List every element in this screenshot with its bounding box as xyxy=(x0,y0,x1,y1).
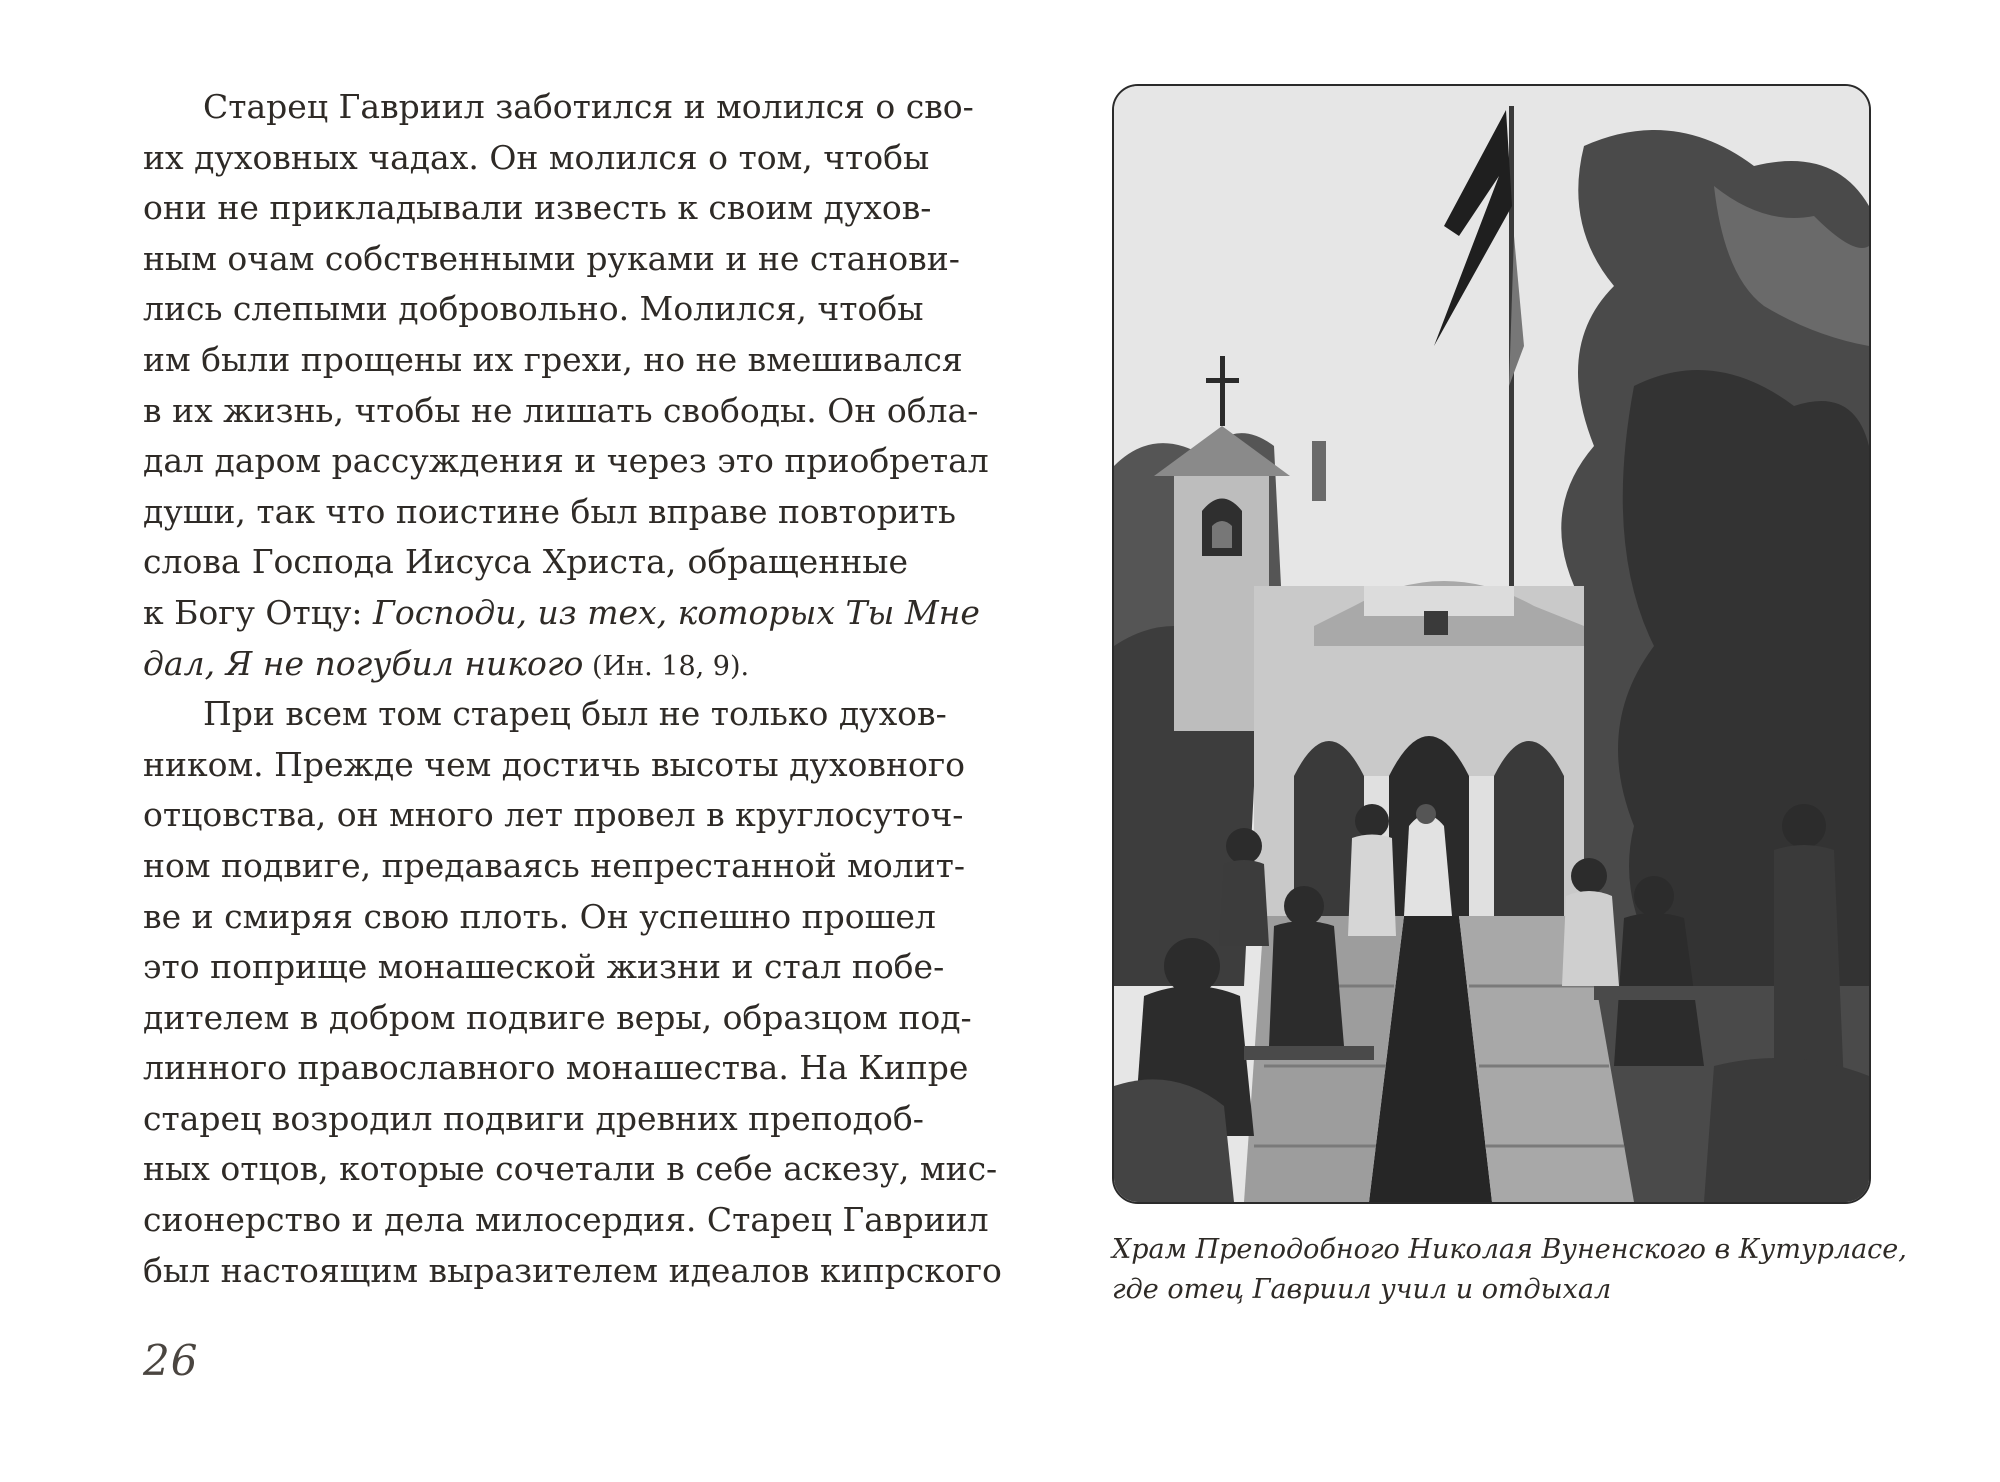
text-line: старец возродил подвиги древних преподоб- xyxy=(143,1098,924,1138)
text-line: им были прощены их грехи, но не вмешивался xyxy=(143,339,963,379)
text-line: души, так что поистине был вправе повторить xyxy=(143,491,956,531)
text-line: отцовства, он много лет провел в круглосуточ- xyxy=(143,795,964,835)
text-line: ным очам собственными руками и не станови- xyxy=(143,238,960,278)
text-line: был настоящим выразителем идеалов кипрского xyxy=(143,1250,1002,1290)
text-line xyxy=(143,588,980,639)
text-line: в их жизнь, чтобы не лишать свободы. Он обла- xyxy=(143,390,979,430)
text-line: При всем том старец был не только духов- xyxy=(203,694,947,734)
text-line: их духовных чадах. Он молился о том, чтобы xyxy=(143,137,930,177)
text-line: это поприще монашеской жизни и стал побе- xyxy=(143,947,945,987)
text-line: дал даром рассуждения и через это приобретал xyxy=(143,441,989,481)
text-line: они не прикладывали известь к своим духов- xyxy=(143,188,932,228)
text-line: слова Господа Иисуса Христа, обращенные xyxy=(143,542,908,582)
text-line: ных отцов, которые сочетали в себе аскезу, мис- xyxy=(143,1149,998,1189)
text-line: лись слепыми добровольно. Молился, чтобы xyxy=(143,289,924,329)
scripture-quote: дал, Я не погубил никого xyxy=(143,643,584,683)
text-line: ником. Прежде чем достичь высоты духовного xyxy=(143,744,965,784)
text-line: дителем в добром подвиге веры, образцом под- xyxy=(143,997,972,1037)
text-line xyxy=(143,639,908,690)
body-text xyxy=(143,82,1002,1296)
caption-line: где отец Гавриил учил и отдыхал xyxy=(1112,1274,1612,1305)
text-line: линного православного монашества. На Кипре xyxy=(143,1048,969,1088)
church-photo xyxy=(1112,84,1871,1204)
text-line: Старец Гавриил заботился и молился о сво- xyxy=(203,87,974,126)
text-segment: к Богу Отцу: xyxy=(143,592,373,632)
text-line: ве и смиряя свою плоть. Он успешно прошел xyxy=(143,896,936,936)
scripture-reference: (Ин. 18, 9). xyxy=(583,650,750,682)
caption-line: Храм Преподобного Николая Вуненского в Кутурласе, xyxy=(1112,1234,1907,1265)
text-line: сионерство и дела милосердия. Старец Гавриил xyxy=(143,1200,989,1240)
church-photo-illustration xyxy=(1114,86,1869,1202)
page-number: 26 xyxy=(143,1336,199,1385)
scripture-quote: Господи, из тех, которых Ты Мне xyxy=(373,592,980,632)
figure-caption xyxy=(1112,1230,1907,1310)
text-line: ном подвиге, предаваясь непрестанной молит- xyxy=(143,845,966,885)
